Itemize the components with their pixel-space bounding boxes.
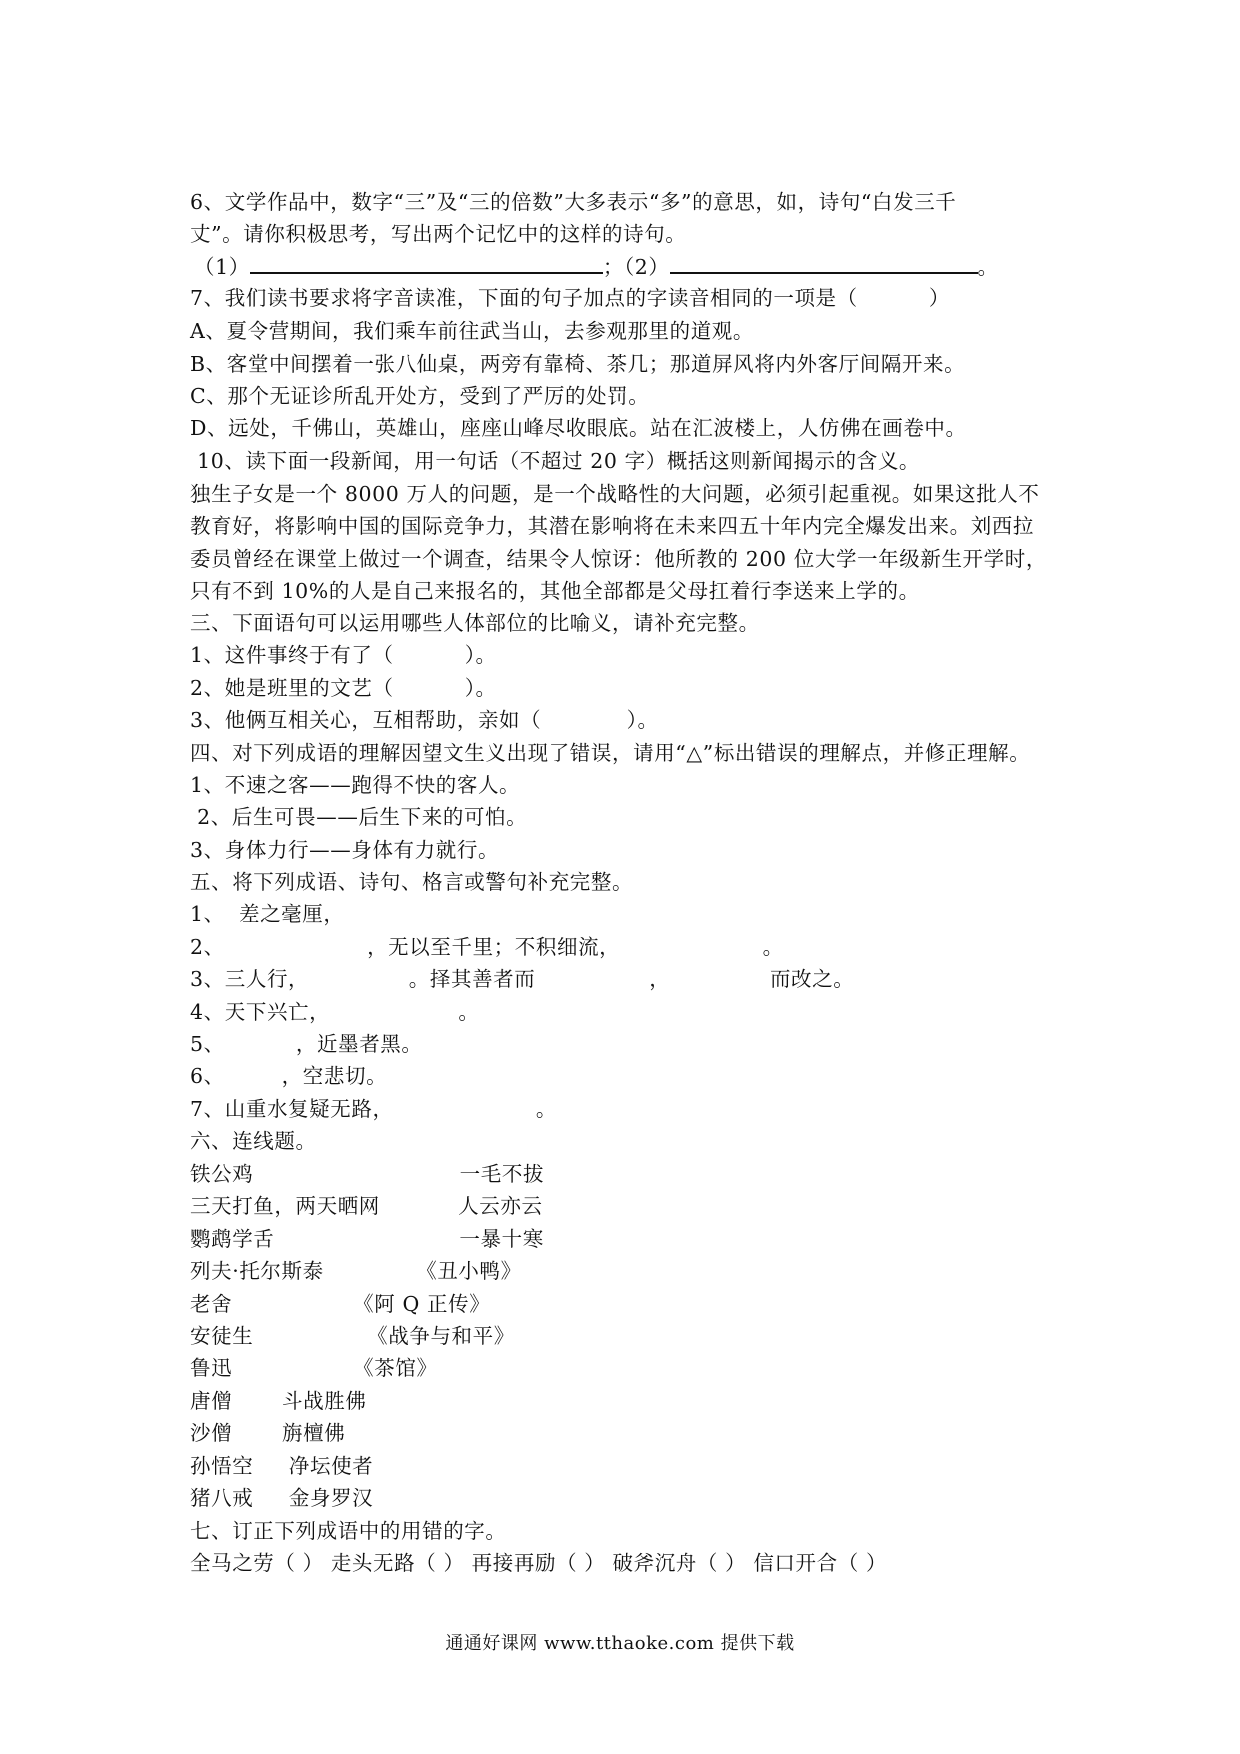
section3-item-2: 2、她是班里的文艺（ ）。 [190,676,497,700]
q7-stem: 7、我们读书要求将字音读准，下面的句子加点的字读音相同的一项是（ ） [190,286,951,310]
section5-item-4: 4、天下兴亡， 。 [190,1000,480,1024]
match-row-9: 沙僧 旃檀佛 [190,1421,346,1445]
match-row-1: 铁公鸡 一毛不拔 [190,1162,545,1186]
section7-items: 全马之劳（ ） 走头无路（ ） 再接再励（ ） 破斧沉舟（ ） 信口开合（ ） [190,1551,888,1575]
q10-paragraph-line4: 只有不到 10%的人是自己来报名的，其他全部都是父母扛着行李送来上学的。 [190,579,920,603]
section4-item-3: 3、身体力行——身体有力就行。 [190,838,500,862]
q6-line2: 丈”。请你积极思考，写出两个记忆中的这样的诗句。 [190,222,687,246]
q6-label-1: （1） [194,255,250,279]
match-row-3: 鹦鹉学舌 一暴十寒 [190,1227,544,1251]
section3-item-3: 3、他俩互相关心，互相帮助，亲如（ ）。 [190,708,659,732]
section5-item-3: 3、三人行， 。择其善者而 ， 而改之。 [190,967,855,991]
section5-item-7: 7、山重水复疑无路， 。 [190,1097,557,1121]
q7-option-c: C、那个无证诊所乱开处方，受到了严厉的处罚。 [190,384,650,408]
section4-title: 四、对下列成语的理解因望文生义出现了错误，请用“△”标出错误的理解点，并修正理解。 [190,741,1031,765]
match-row-6: 安徒生 《战争与和平》 [190,1324,515,1348]
match-row-4: 列夫·托尔斯泰 《丑小鸭》 [190,1259,522,1283]
match-row-2: 三天打鱼，两天晒网 人云亦云 [190,1194,543,1218]
section5-item-2: 2、 ，无以至千里；不积细流， 。 [190,935,784,959]
q7-option-b: B、客堂中间摆着一张八仙桌，两旁有靠椅、茶几；那道屏风将内外客厅间隔开来。 [190,352,966,376]
section7-title: 七、订正下列成语中的用错的字。 [190,1519,507,1543]
section5-item-5: 5、 ，近墨者黑。 [190,1032,423,1056]
match-row-7: 鲁迅 《茶馆》 [190,1356,438,1380]
q10-paragraph-line2: 教育好，将影响中国的国际竞争力，其潜在影响将在未来四五十年内完全爆发出来。刘西拉 [190,514,1034,538]
q7-option-d: D、远处，千佛山，英雄山，座座山峰尽收眼底。站在汇波楼上，人仿佛在画卷中。 [190,416,967,440]
section4-item-1: 1、不速之客——跑得不快的客人。 [190,773,521,797]
q6-blank-2[interactable] [670,252,978,274]
section5-item-1: 1、 差之毫厘， [190,902,345,926]
match-row-5: 老舍 《阿 Q 正传》 [190,1292,491,1316]
q6-answer-line [194,252,999,281]
q10-paragraph-line1: 独生子女是一个 8000 万人的问题，是一个战略性的大问题，必须引起重视。如果这批人不 [190,482,1040,506]
section5-title: 五、将下列成语、诗句、格言或警句补充完整。 [190,870,634,894]
q10-stem: 10、读下面一段新闻，用一句话（不超过 20 字）概括这则新闻揭示的含义。 [190,449,921,473]
section3-title: 三、下面语句可以运用哪些人体部位的比喻义，请补充完整。 [190,611,760,635]
section4-item-2: 2、后生可畏——后生下来的可怕。 [190,805,528,829]
q6-blank-1[interactable] [250,252,603,274]
section6-title: 六、连线题。 [190,1129,317,1153]
q6-separator: ；（2） [602,255,670,279]
section3-item-1: 1、这件事终于有了（ ）。 [190,643,497,667]
q6-end: 。 [977,255,999,279]
q7-option-a: A、夏令营期间，我们乘车前往武当山，去参观那里的道观。 [190,319,755,343]
q10-paragraph-line3: 委员曾经在课堂上做过一个调查，结果令人惊讶：他所教的 200 位大学一年级新生开学时， [190,547,1047,571]
footer-credit: 通通好课网 www.tthaoke.com 提供下载 [445,1633,795,1654]
match-row-10: 孙悟空 净坛使者 [190,1454,374,1478]
q6-line1: 6、文学作品中，数字“三”及“三的倍数”大多表示“多”的意思，如，诗句“白发三千 [190,190,957,214]
match-row-11: 猪八戒 金身罗汉 [190,1486,374,1510]
section5-item-6: 6、 ，空悲切。 [190,1064,388,1088]
match-row-8: 唐僧 斗战胜佛 [190,1389,367,1413]
